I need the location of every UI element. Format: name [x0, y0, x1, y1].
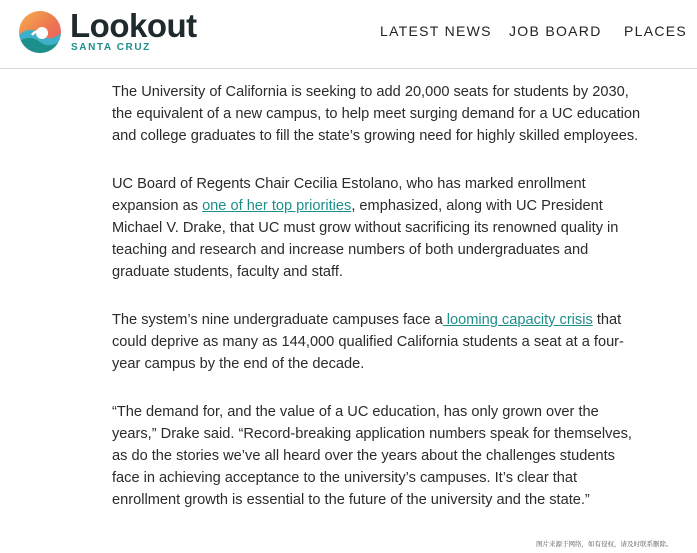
nav-places[interactable]: PLACES	[624, 23, 688, 39]
brand-name[interactable]: Lookout	[70, 7, 197, 44]
article-paragraph-3	[112, 309, 642, 375]
site-header	[0, 0, 697, 69]
lookout-logo-icon[interactable]	[18, 10, 62, 54]
capacity-crisis-link[interactable]: looming capacity crisis	[442, 312, 593, 328]
top-priorities-link[interactable]: one of her top priorities	[202, 198, 352, 214]
article-paragraph-4: “The demand for, and the value of a UC education, has only grown over the years,” Drake said. “Record-breaking application numbers speak for themselves, as do the stories we’ve all heard over the years about the challenges students face in achieving acceptance to the university’s campuses. It’s clear that enrollment growth is essential to the future of the university and the state.”	[112, 404, 632, 508]
article-paragraph-2	[112, 173, 642, 283]
brand-subtitle: SANTA CRUZ	[71, 42, 151, 53]
nav-latest-news[interactable]: LATEST NEWS	[380, 23, 492, 39]
watermark-text: 图片来源于网络，如有侵权，请及时联系删除。	[536, 540, 673, 548]
article-paragraph-1: The University of California is seeking to add 20,000 seats for students by 2030, the equivalent of a new campus, to help meet surging demand for a UC education and college graduates to fill the state’s growing need for highly skilled employees.	[112, 84, 641, 144]
paragraph-text: that could deprive as many as 144,000 qualified California students a seat at a four-year campus by the end of the decade.	[112, 312, 624, 372]
nav-job-board[interactable]: JOB BOARD	[509, 23, 602, 39]
article-body	[112, 81, 642, 537]
paragraph-text: UC Board of Regents Chair Cecilia Estolano, who has marked enrollment expansion as	[112, 176, 586, 214]
paragraph-text: , emphasized, along with UC President Michael V. Drake, that UC must grow without sacrificing its renowned quality in teaching and research and increase numbers of both undergraduates and graduate students, faculty and staff.	[112, 198, 619, 280]
paragraph-text: The system’s nine undergraduate campuses face a	[112, 312, 443, 328]
